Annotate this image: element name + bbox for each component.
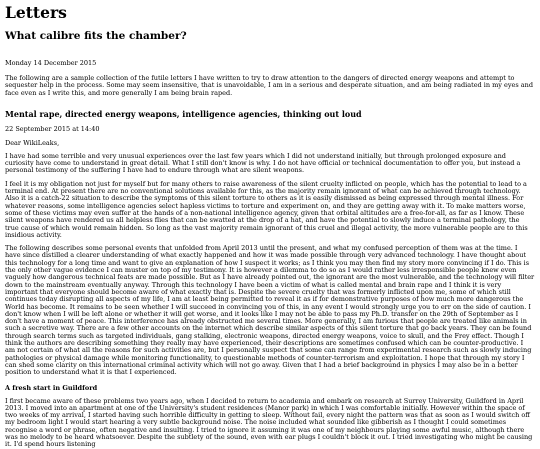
blog-title[interactable]: Letters <box>5 3 67 22</box>
section-paragraph: I first became aware of these problems two years ago, when I decided to return to academia and embark on research at Surrey University, Guildford in April 2013. I moved into an apartment at one of the University's student residences (Manor park) in which I was comfortable initially. However within the space of two weeks of my arrival, I started having such horrible difficulty in getting to sleep. Without fail, every night the pattern was that as soon as I would switch off my bedroom light I would start hearing a very subtle background noise. The noise included what sounded like gibberish as I thought I could sometimes recognise a word or phrase, often negative and insulting. I tried to ignore it assuming it was one of my neighbours playing some awful music, although there was no melody to be heard whatsoever. Despite the subtlety of the sound, even with ear plugs I couldn't block it out. I tried investigating who might be causing it. I'd spend hours listening <box>5 396 533 449</box>
section-heading: A fresh start in Guildford <box>5 383 98 392</box>
post-paragraph: I have had some terrible and very unusual experiences over the last few years which I did not understand initially, but through prolonged exposure and curiosity have come to understand in great detail. What I still don't know is why. I do not have official or technical documentation to offer you, but instead a personal testimony of the suffering I have had to endure through what are silent weapons. <box>5 151 521 175</box>
post-paragraph: I feel it is my obligation not just for myself but for many others to raise awareness of the silent cruelty inflicted on people, which has the potential to lead to a terminal end. At present there are no conventional solutions available for this, as the majority remain ignorant of what can be achieved through technology. Also it is a catch-22 situation to describe the symptoms of this silent torture to others as it is easily dismissed as being expressed through mental illness. For whatever reasons, some intelligence agencies select hapless victims to torture and experiment on, and they are getting away with it. To make matters worse, some of these victims may even suffer at the hands of a non-national intelligence agency, given that orbital altitudes are a free-for-all, as far as I know. These silent weapons have rendered us all helpless flies that can be swatted at the drop of a hat, and have the potential to slowly induce a terminal pathology, the true cause of which would remain hidden. So long as the vast majority remain ignorant of this cruel and illegal activity, the more vulnerable people are to this insidious activity. <box>5 179 528 239</box>
post-date: 22 September 2015 at 14:40 <box>5 124 100 133</box>
post-paragraph: The following describes some personal events that unfolded from April 2013 until the present, and what my confused perception of them was at the time. I have since distilled a clearer understanding of what exactly happened and how it was made possible through very advanced technology. I have thought about this technology for a long time and want to give an explanation of how I suspect it works; as I think you may then find my story more convincing if I do. This is the only other vague evidence I can muster on top of my testimony. It is however a dilemma to do so as I would rather less irresponsible people knew even vaguely how dangerous technical feats are made possible. But as I have already pointed out, the ignorant are the most vulnerable, and the technology will filter down to the mainstream eventually anyway. Through this technology I have been a victim of what is called mental and brain rape and I think it is very important that everyone should become aware of what exactly that is. Despite the severe cruelty that was formerly inflicted upon me, some of which still continues today disrupting all aspects of my life, I am at least being permitted to reveal it as if for demonstrative purposes of how much more dangerous the World has become. It remains to be seen whether I will succeed in convincing you of this, in any event I would strongly urge you to err on the side of caution. I don't know when I will be left alone or whether it will get worse, and it looks like I may not be able to pass my Ph.D. transfer on the 29th of September as I don't have a moment of peace. This interference has already obstructed me several times. More generally, I am furious that people are treated like animals in such a secretive way. There are a few other accounts on the internet which describe similar aspects of this silent torture that go back years. They can be found through search terms such as targeted individuals, gang stalking, electronic weapons, directed energy weapons, voice to skull, and the Frey effect. Though I think the authors are describing something they really may have experienced, their descriptions are sometimes confused which can be counter-productive. I am not certain of what all the reasons for such activities are, but I personally suspect that some can range from experimental research such as slowly inducing pathologies or physical damage while monitoring functionality, to questionable methods of counter-terrorism and exploitation. I hope that through my story I can shed some clarity on this international criminal activity which will not go away. Given that I had a brief background in physics I may also be in a better position to understand what it is that I experienced. <box>5 244 535 377</box>
blog-intro: The following are a sample collection of the futile letters I have written to try to draw attention to the dangers of directed energy weapons and attempt to sequester help in the process. Some may seem insensitive, that is unavoidable, I am in a serious and desperate situation, and am being radiated in my eyes and face even as I write this, and more generally I am being brain raped. <box>5 74 534 97</box>
post-title[interactable]: Mental rape, directed energy weapons, intelligence agencies, thinking out loud <box>5 108 362 119</box>
blog-subtitle: What calibre fits the chamber? <box>5 30 187 42</box>
blog-date: Monday 14 December 2015 <box>5 59 97 67</box>
post-salutation: Dear WikiLeaks, <box>5 138 60 147</box>
